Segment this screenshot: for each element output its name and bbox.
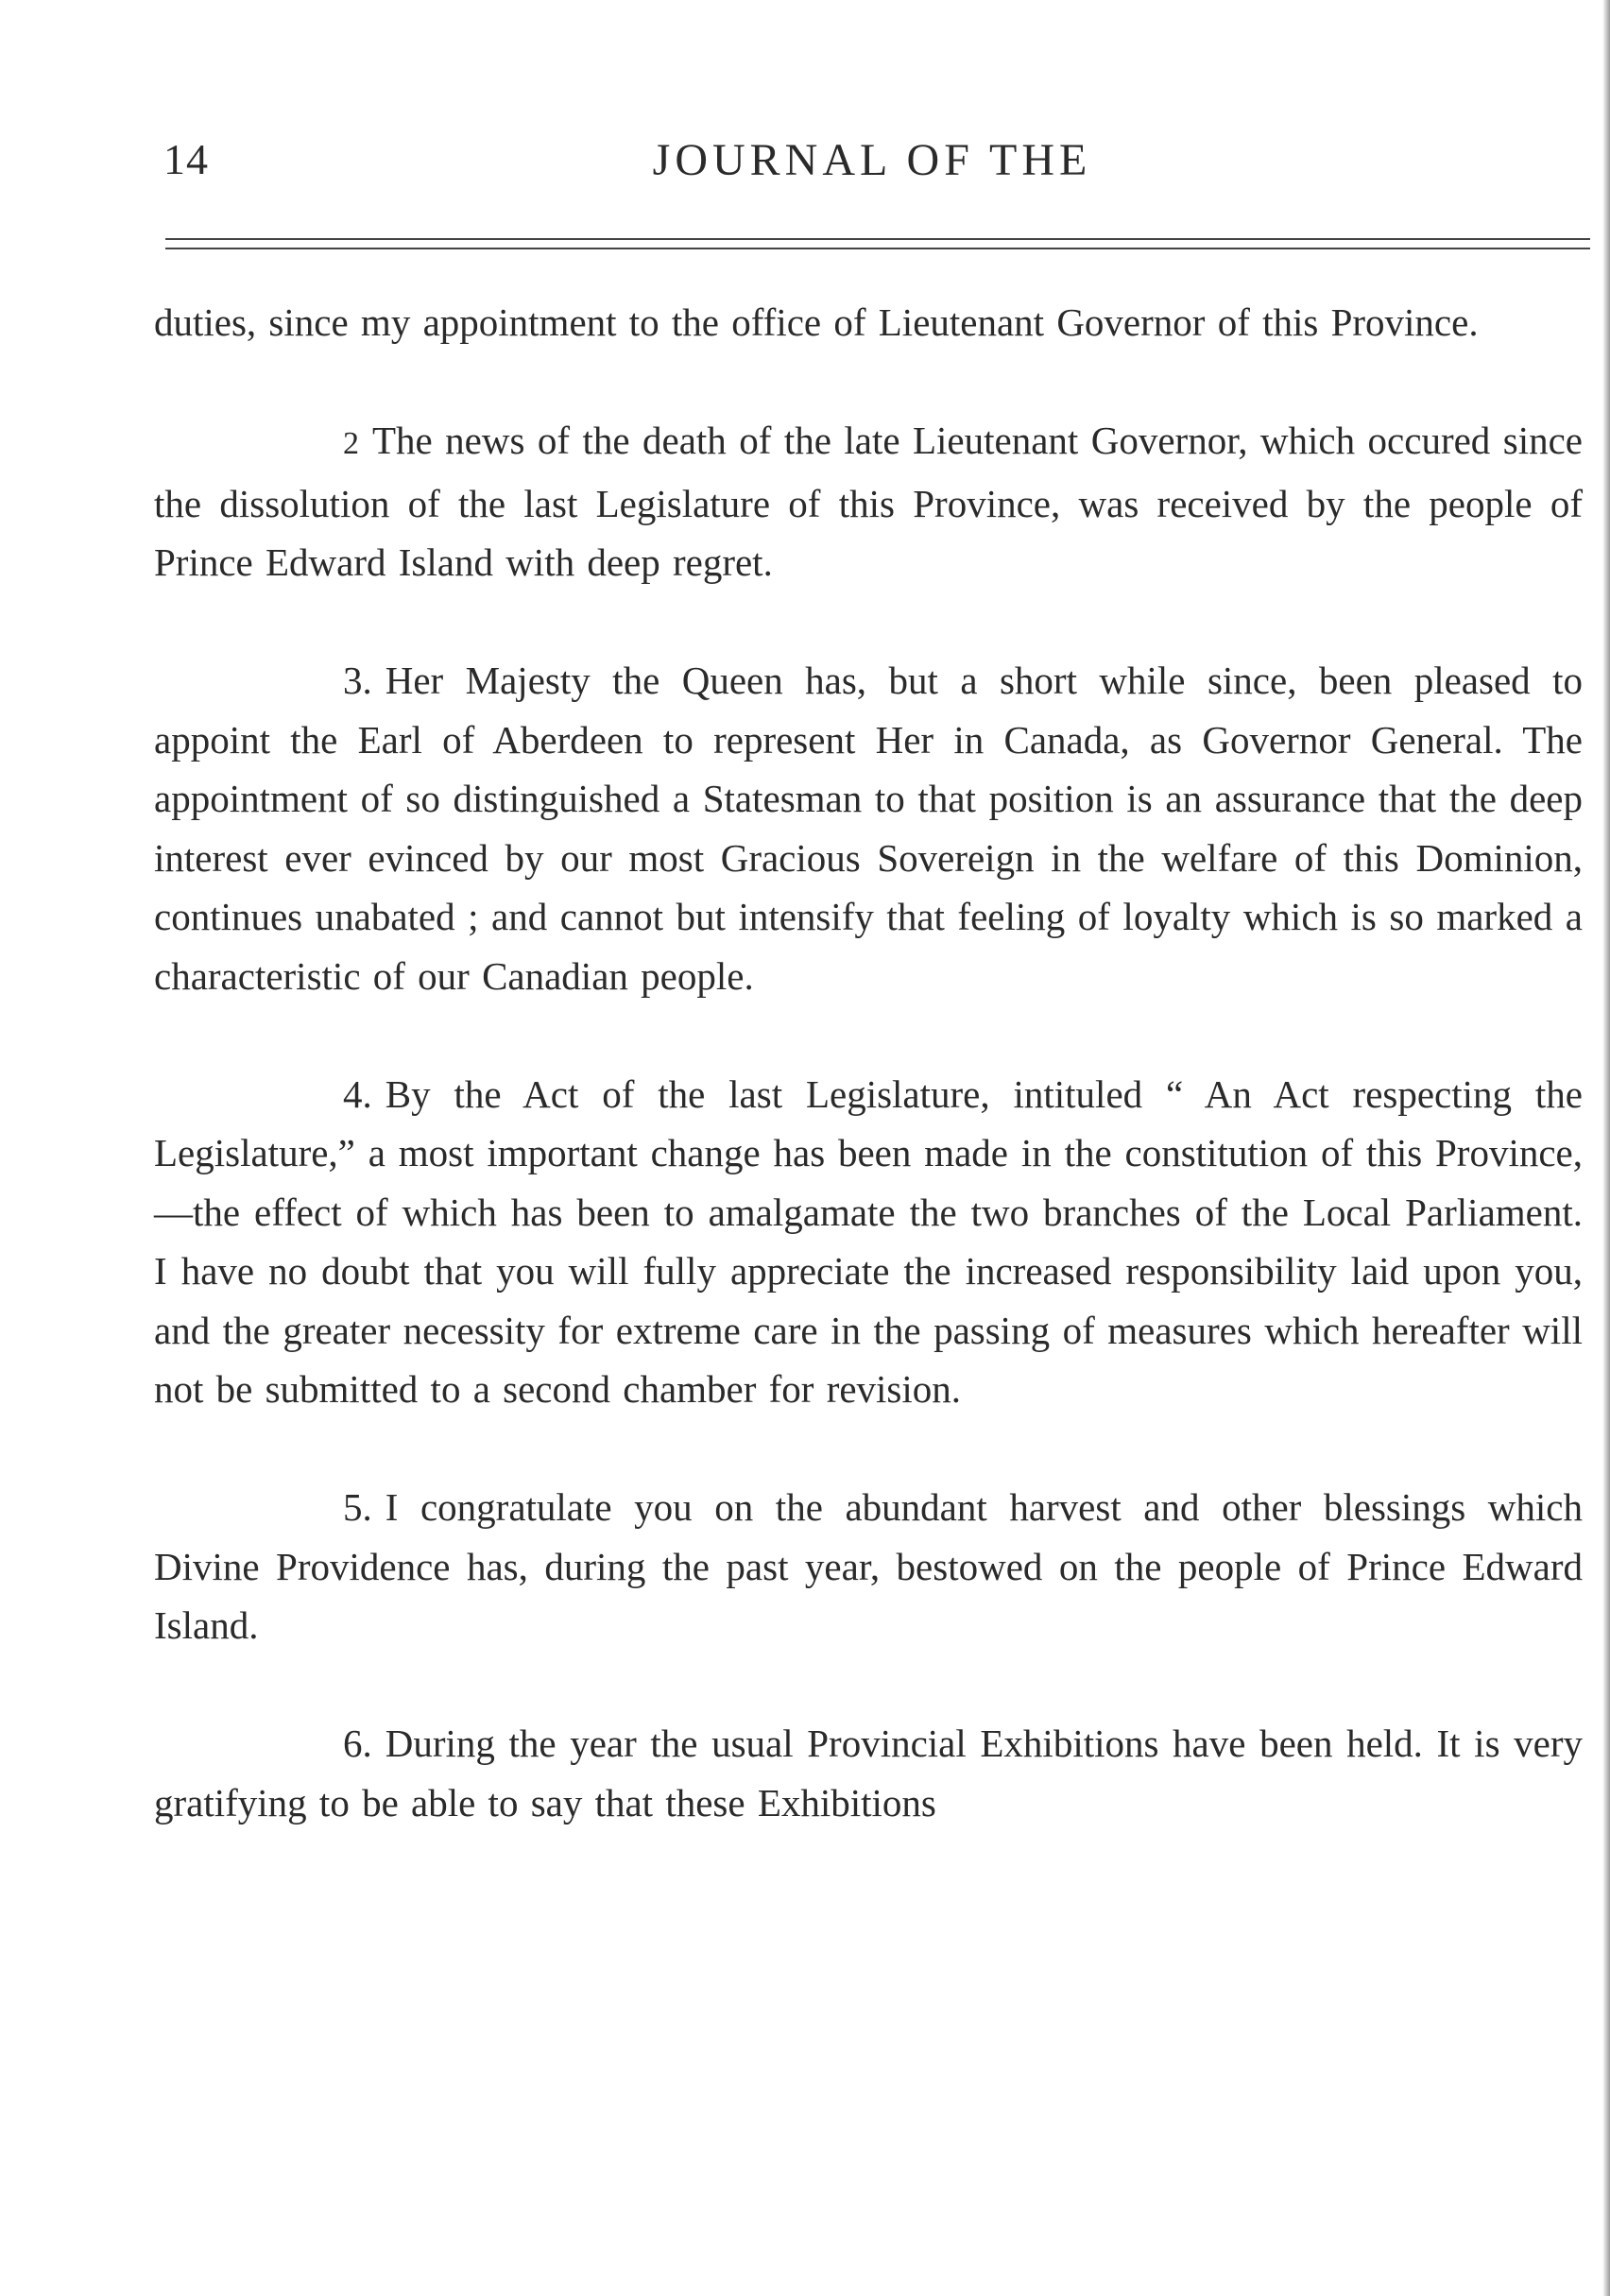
paragraph-gap bbox=[154, 352, 1583, 412]
body-text bbox=[154, 293, 1583, 1832]
paragraph-6 bbox=[154, 1714, 1583, 1832]
paragraph-gap bbox=[154, 1419, 1583, 1479]
paragraph-number: 6. bbox=[343, 1722, 372, 1765]
page-number: 14 bbox=[163, 135, 209, 183]
paragraph-text: By the Act of the last Legislature, intituled “ An Act respecting the Legislature,” a most important change has been made in the constitution of this Province,—the effect of which has been to amalgamate the two branches of the Local Parliament. I have no doubt that you will fully appreciate the increased responsibility laid upon you, and the greater necessity for extreme care in the passing of measures which hereafter will not be submitted to a second chamber for revision. bbox=[154, 1071, 1583, 1411]
paragraph-4 bbox=[154, 1065, 1583, 1419]
paragraph-number: 2 bbox=[343, 426, 359, 461]
paragraph-3 bbox=[154, 651, 1583, 1005]
paragraph-gap bbox=[154, 1655, 1583, 1715]
header-rule-top bbox=[165, 238, 1590, 240]
paragraph-2 bbox=[154, 411, 1583, 592]
paragraph-continued bbox=[154, 293, 1583, 352]
page-edge-shadow bbox=[1602, 0, 1610, 2296]
paragraph-5 bbox=[154, 1478, 1583, 1655]
paragraph-text: The news of the death of the late Lieutenant Governor, which occured since the dissolution of the last Legislature of this Province, was received by the people of Prince Edward Island with deep regret. bbox=[154, 419, 1583, 584]
paragraph-text: Her Majesty the Queen has, but a short while since, been pleased to appoint the Earl of Aberdeen to represent Her in Canada, as Governor General. The appointment of so distinguished a Statesman to that position is an assurance that the deep interest ever evinced by our most Gracious Sovereign in the welfare of this Dominion, continues unabated ; and cannot but intensify that feeling of loyalty which is so marked a characteristic of our Canadian people. bbox=[154, 659, 1583, 998]
paragraph-number: 5. bbox=[343, 1485, 372, 1529]
header-rule-bottom bbox=[165, 248, 1590, 249]
paragraph-number: 3. bbox=[343, 659, 372, 702]
paragraph-text: I congratulate you on the abundant harvest and other blessings which Divine Providence has, during the past year, bestowed on the people of Prince Edward Island. bbox=[154, 1485, 1583, 1647]
paragraph-text: During the year the usual Provincial Exhibitions have been held. It is very gratifying to be able to say that these Exhibitions bbox=[154, 1722, 1583, 1825]
paragraph-gap bbox=[154, 592, 1583, 652]
paragraph-gap bbox=[154, 1005, 1583, 1065]
running-header bbox=[154, 130, 1590, 197]
running-title: JOURNAL OF THE bbox=[652, 135, 1092, 185]
paragraph-number: 4. bbox=[343, 1071, 372, 1116]
paragraph-text: duties, since my appointment to the office of Lieutenant Governor of this Province. bbox=[154, 300, 1479, 344]
